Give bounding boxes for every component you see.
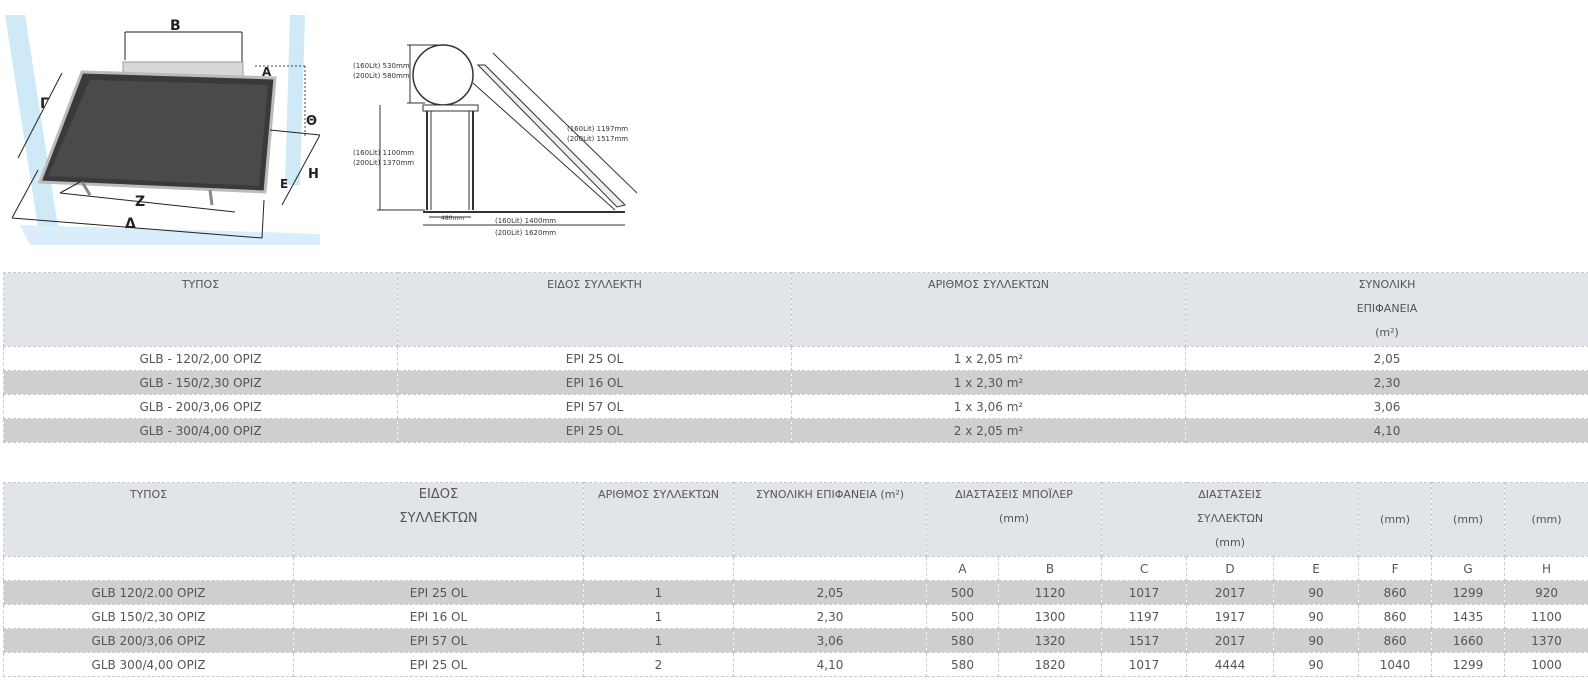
dimensions-table xyxy=(3,482,1588,677)
table-cell: 2 xyxy=(584,653,734,677)
table-cell: 2,05 xyxy=(1186,347,1588,371)
table-cell: EPI 25 OL xyxy=(294,653,584,677)
table-cell: 1320 xyxy=(999,629,1102,653)
header-cell: ΕΙΔΟΣ ΣΥΛΛΕΚΤΗ xyxy=(398,273,792,347)
table-cell: 860 xyxy=(1359,629,1432,653)
table-cell: 1040 xyxy=(1359,653,1432,677)
header-line: ΣΥΝΟΛΙΚΗ xyxy=(1358,278,1416,291)
table-cell xyxy=(734,557,927,581)
header-cell: (mm) xyxy=(1505,483,1588,557)
table-cell: GLB 300/4,00 ΟΡΙΖ xyxy=(4,653,294,677)
subheader-cell: C xyxy=(1102,557,1187,581)
table-cell: 2017 xyxy=(1187,581,1274,605)
table-cell: GLB - 150/2,30 ΟΡΙΖ xyxy=(4,371,398,395)
table-cell: 1120 xyxy=(999,581,1102,605)
table-cell: 4444 xyxy=(1187,653,1274,677)
subheader-cell: G xyxy=(1432,557,1505,581)
table-cell: 1660 xyxy=(1432,629,1505,653)
tank-diameter-label: (200Lit) 580mm xyxy=(353,72,410,80)
table-cell: 2,30 xyxy=(734,605,927,629)
table-cell: 2 x 2,05 m² xyxy=(792,419,1186,443)
header-cell: ΣΥΝΟΛΙΚΗ ΕΠΙΦΑΝΕΙΑ (m²) xyxy=(734,483,927,557)
dim-label: Β xyxy=(170,18,181,34)
table-cell: 90 xyxy=(1274,581,1359,605)
table-row xyxy=(4,347,1588,371)
table-cell: 90 xyxy=(1274,605,1359,629)
table-cell: GLB - 120/2,00 ΟΡΙΖ xyxy=(4,347,398,371)
base-length-label: (160Lit) 1400mm xyxy=(495,217,557,225)
header-line: ΣΥΛΛΕΚΤΩΝ xyxy=(1196,512,1264,525)
dim-label: Θ xyxy=(306,114,318,129)
header-cell xyxy=(927,483,1102,557)
header-cell: ΑΡΙΘΜΟΣ ΣΥΛΛΕΚΤΩΝ xyxy=(584,483,734,557)
table-cell: 1 x 3,06 m² xyxy=(792,395,1186,419)
table-subheader-row xyxy=(4,557,1588,581)
table-cell: 1197 xyxy=(1102,605,1187,629)
table-cell: 1917 xyxy=(1187,605,1274,629)
header-cell: ΤΥΠΟΣ xyxy=(4,483,294,557)
header-cell: (mm) xyxy=(1432,483,1505,557)
subheader-cell: B xyxy=(999,557,1102,581)
header-cell: (mm) xyxy=(1359,483,1432,557)
subheader-cell: H xyxy=(1505,557,1588,581)
table-cell: 1017 xyxy=(1102,581,1187,605)
table-cell xyxy=(584,557,734,581)
table-cell: 860 xyxy=(1359,581,1432,605)
table-cell: EPI 16 OL xyxy=(294,605,584,629)
collector-length-label: (160Lit) 1197mm xyxy=(567,125,629,133)
table-cell: 500 xyxy=(927,581,999,605)
table-cell: 2017 xyxy=(1187,629,1274,653)
table-cell: 2,30 xyxy=(1186,371,1588,395)
table-row xyxy=(4,395,1588,419)
table-cell: 860 xyxy=(1359,605,1432,629)
table-cell: 90 xyxy=(1274,629,1359,653)
header-line: (m²) xyxy=(1375,326,1399,339)
table-cell: EPI 57 OL xyxy=(294,629,584,653)
header-line: ΔΙΑΣΤΑΣΕΙΣ ΜΠΟΪΛΕΡ xyxy=(955,488,1073,501)
table-cell: 1000 xyxy=(1505,653,1588,677)
base-length-label: (200Lit) 1620mm xyxy=(495,229,557,237)
header-line: ΕΠΙΦΑΝΕΙΑ xyxy=(1356,302,1418,315)
table-cell: GLB 120/2.00 ΟΡΙΖ xyxy=(4,581,294,605)
table-cell: EPI 25 OL xyxy=(398,347,792,371)
table-cell: 3,06 xyxy=(734,629,927,653)
table-cell: 3,06 xyxy=(1186,395,1588,419)
side-elevation-diagram xyxy=(345,35,645,245)
table-cell: 4,10 xyxy=(1186,419,1588,443)
table-cell: 580 xyxy=(927,629,999,653)
table-cell: 580 xyxy=(927,653,999,677)
table-cell: 1 xyxy=(584,629,734,653)
header-cell xyxy=(1102,483,1359,557)
table-cell: 1820 xyxy=(999,653,1102,677)
table-cell: 1299 xyxy=(1432,653,1505,677)
dim-label: Γ xyxy=(40,96,49,112)
table-cell: GLB - 300/4,00 ΟΡΙΖ xyxy=(4,419,398,443)
stand-width-label: 480mm xyxy=(441,215,465,222)
subheader-cell: A xyxy=(927,557,999,581)
table-cell: 90 xyxy=(1274,653,1359,677)
dim-label: Α xyxy=(262,65,272,79)
header-line: (mm) xyxy=(1215,536,1246,549)
table-cell: 1 x 2,05 m² xyxy=(792,347,1186,371)
table-cell: 1 x 2,30 m² xyxy=(792,371,1186,395)
table-cell: 1435 xyxy=(1432,605,1505,629)
tank-diameter-label: (160Lit) 530mm xyxy=(353,62,410,70)
header-line: ΕΙΔΟΣ xyxy=(418,487,459,502)
table-cell: 920 xyxy=(1505,581,1588,605)
dim-label: Η xyxy=(308,167,319,182)
header-line: ΣΥΛΛΕΚΤΩΝ xyxy=(399,511,478,526)
table-cell xyxy=(4,557,294,581)
header-line: ΔΙΑΣΤΑΣΕΙΣ xyxy=(1198,488,1262,501)
header-cell xyxy=(294,483,584,557)
stand-height-label: (200Lit) 1370mm xyxy=(353,159,415,167)
table-cell: 1100 xyxy=(1505,605,1588,629)
collector-length-label: (200Lit) 1517mm xyxy=(567,135,629,143)
header-cell xyxy=(1186,273,1588,347)
dim-label: Δ xyxy=(125,216,136,232)
table-cell: 1299 xyxy=(1432,581,1505,605)
table-cell: GLB - 200/3,06 ΟΡΙΖ xyxy=(4,395,398,419)
table-row xyxy=(4,371,1588,395)
table-cell: EPI 57 OL xyxy=(398,395,792,419)
dim-label: Ε xyxy=(280,177,289,191)
subheader-cell: D xyxy=(1187,557,1274,581)
table-header-row xyxy=(4,273,1588,347)
table-cell: 1300 xyxy=(999,605,1102,629)
collector-perspective-diagram xyxy=(0,10,320,260)
header-line: (mm) xyxy=(999,512,1030,525)
table-cell: GLB 150/2,30 ΟΡΙΖ xyxy=(4,605,294,629)
table-row xyxy=(4,653,1588,677)
table-cell: 4,10 xyxy=(734,653,927,677)
table-cell: EPI 16 OL xyxy=(398,371,792,395)
table-cell: 1 xyxy=(584,605,734,629)
product-figures xyxy=(0,0,700,262)
table-row xyxy=(4,629,1588,653)
table-cell: 1 xyxy=(584,581,734,605)
models-summary-table xyxy=(3,272,1588,443)
header-cell: ΤΥΠΟΣ xyxy=(4,273,398,347)
table-row xyxy=(4,419,1588,443)
table-cell: 500 xyxy=(927,605,999,629)
table-cell: EPI 25 OL xyxy=(398,419,792,443)
table-cell: 1370 xyxy=(1505,629,1588,653)
table-cell: GLB 200/3,06 ΟΡΙΖ xyxy=(4,629,294,653)
table-row xyxy=(4,581,1588,605)
subheader-cell: F xyxy=(1359,557,1432,581)
table-cell: 2,05 xyxy=(734,581,927,605)
header-cell: ΑΡΙΘΜΟΣ ΣΥΛΛΕΚΤΩΝ xyxy=(792,273,1186,347)
stand-height-label: (160Lit) 1100mm xyxy=(353,149,415,157)
subheader-cell: E xyxy=(1274,557,1359,581)
table-cell: EPI 25 OL xyxy=(294,581,584,605)
dim-label: Ζ xyxy=(135,194,146,210)
table-cell: 1017 xyxy=(1102,653,1187,677)
table-cell xyxy=(294,557,584,581)
table-header-row xyxy=(4,483,1588,557)
table-cell: 1517 xyxy=(1102,629,1187,653)
table-row xyxy=(4,605,1588,629)
